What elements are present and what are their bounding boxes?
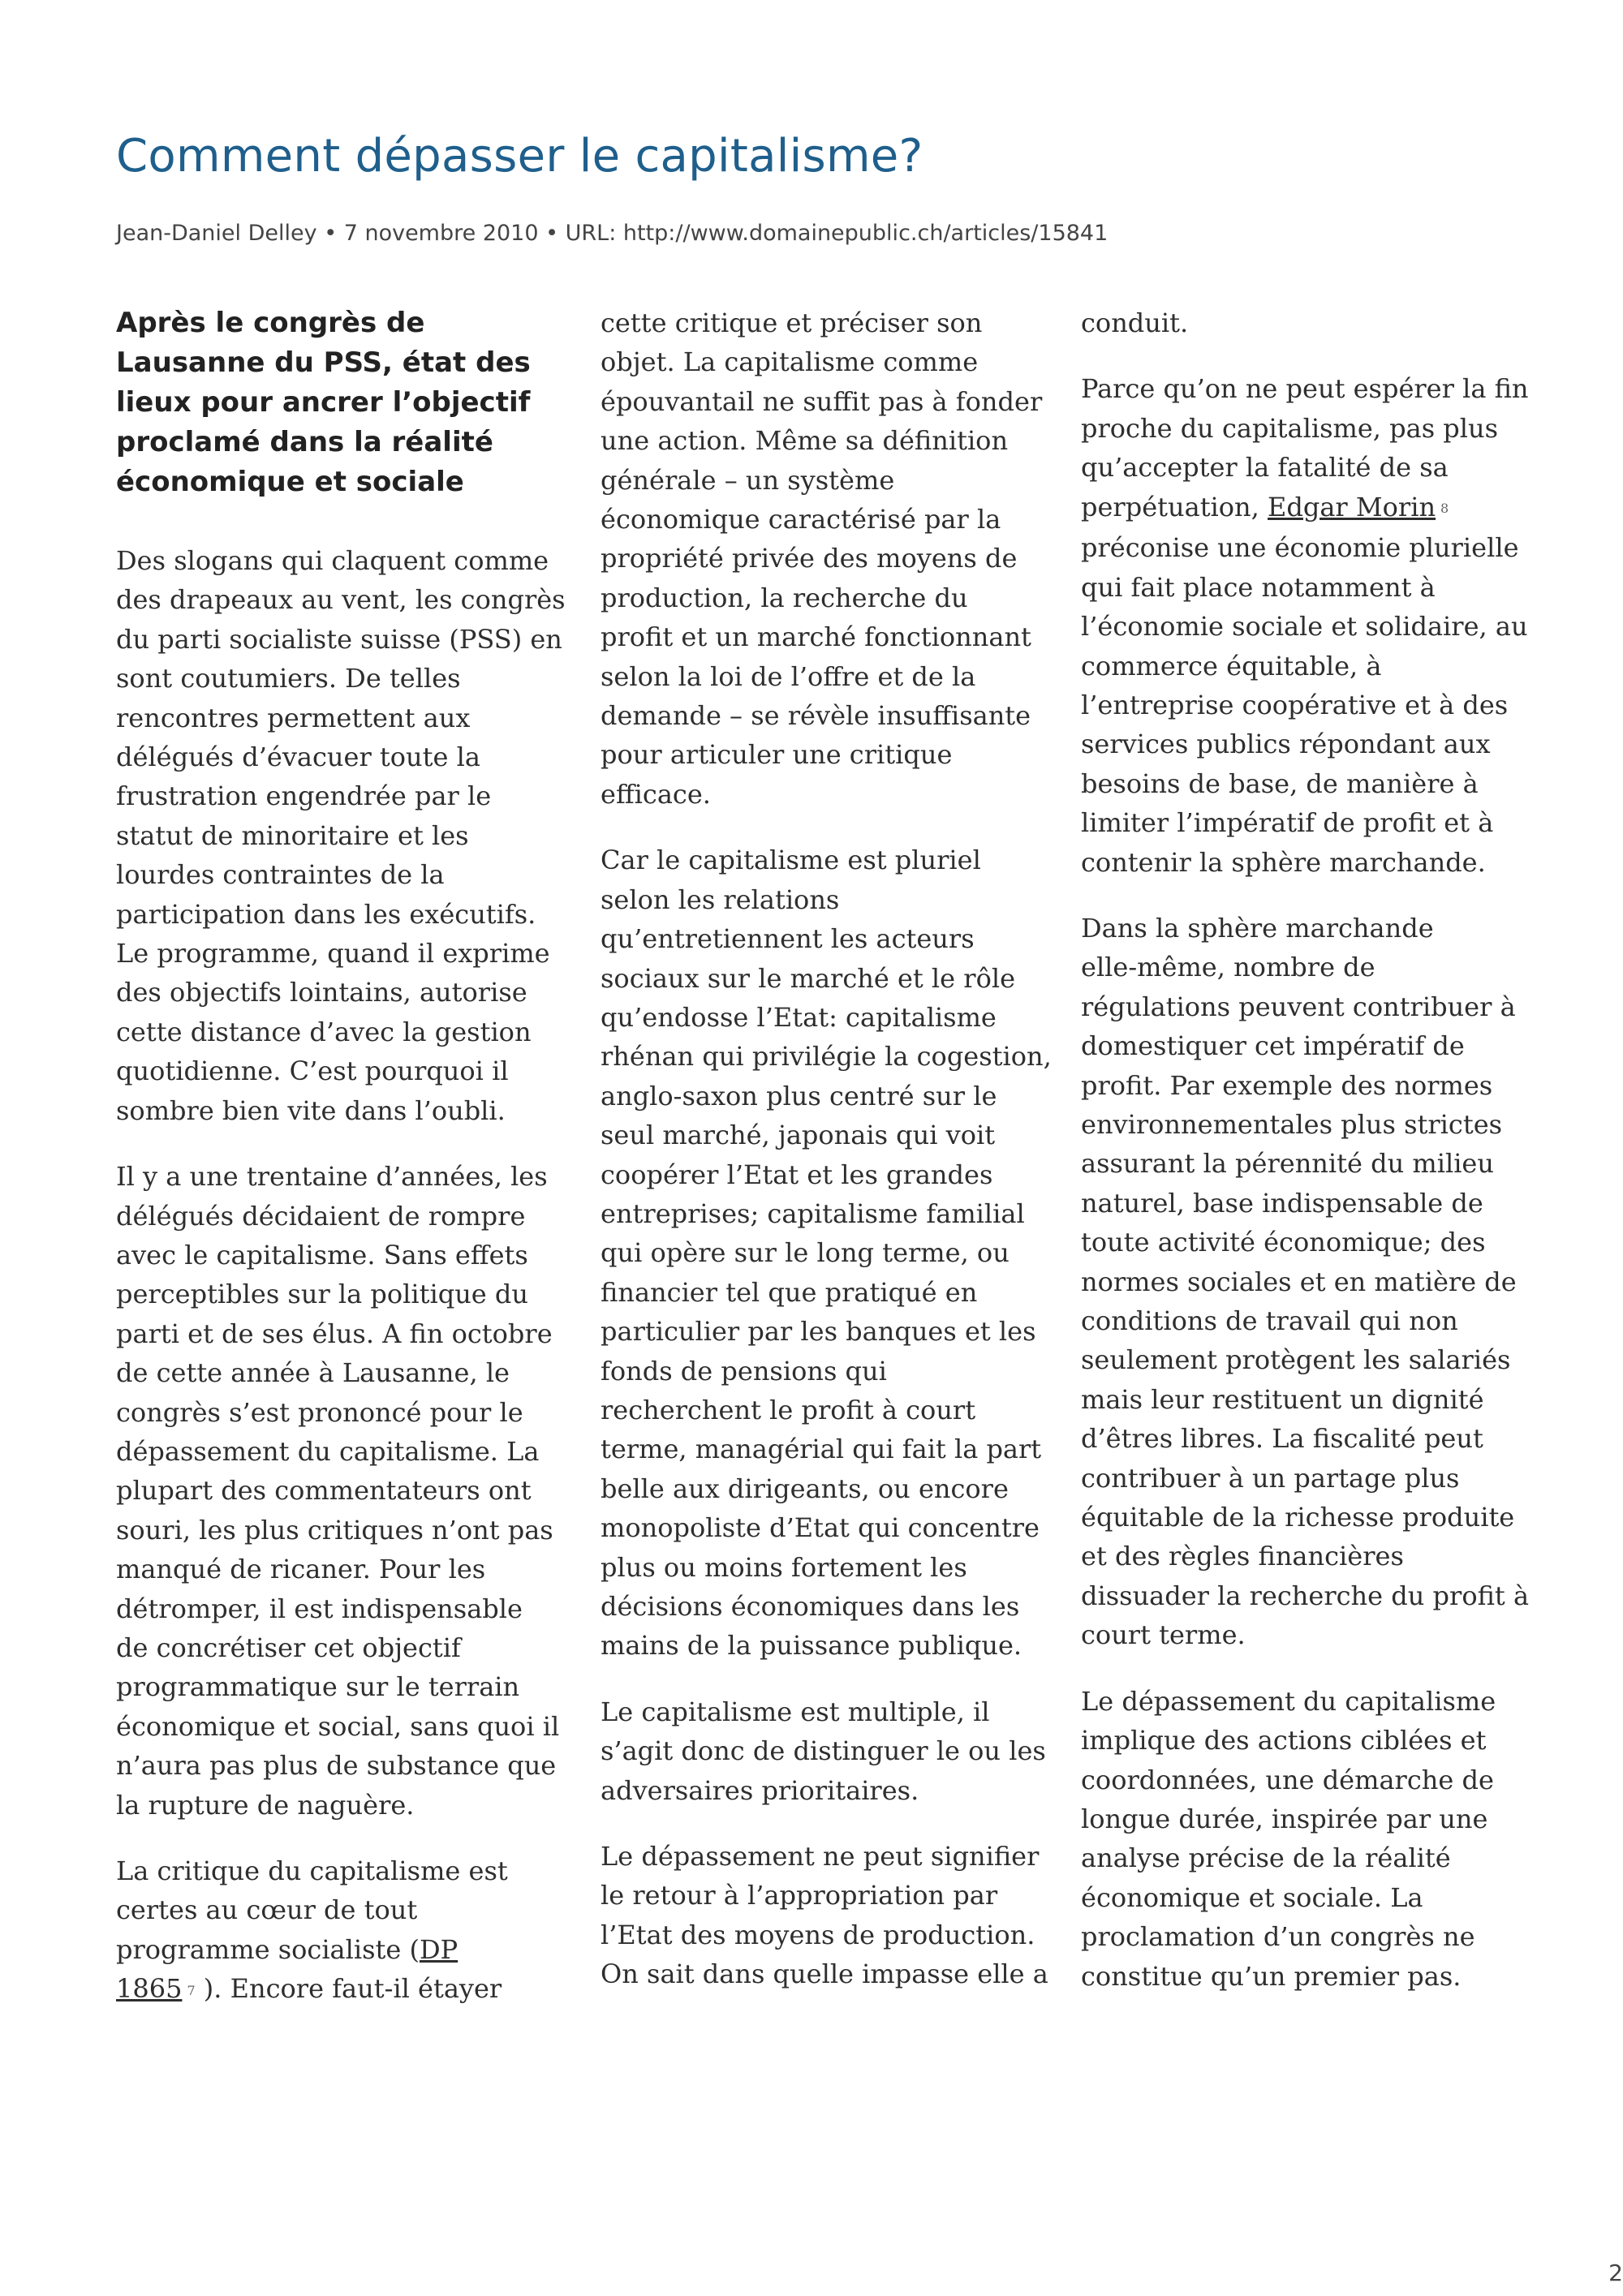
paragraph-line: équitable de la richesse produite [1081,1502,1515,1533]
paragraph-text: perpétuation, [1081,491,1268,522]
paragraph-line: Le programme, quand il exprime [116,938,550,970]
paragraph-line: adversaires prioritaires. [601,1774,919,1806]
paragraph-line: longue durée, inspirée par une [1081,1803,1488,1834]
paragraph-line: demande – se révèle insuffisante [601,700,1031,732]
paragraph-line: pour articuler une critique [601,739,953,771]
paragraph-line: anglo-saxon plus centré sur le [601,1080,997,1111]
paragraph-line [116,1969,570,2010]
paragraph-line [1081,488,1535,529]
paragraph-line: commerce équitable, à [1081,650,1382,681]
paragraph-line: qu’entretiennent les acteurs [601,923,975,955]
paragraph-line: elle-même, nombre de [1081,952,1375,983]
paragraph-line: plus ou moins fortement les [601,1551,967,1583]
paragraph-line: On sait dans quelle impasse elle a [601,1958,1048,1990]
paragraph-line: mais leur restituent un dignité [1081,1383,1484,1415]
paragraph-line: et des règles financières [1081,1541,1404,1572]
paragraph-line: manqué de ricaner. Pour les [116,1554,486,1585]
paragraph-line: qui opère sur le long terme, ou [601,1237,1010,1269]
paragraph-line: lieux pour ancrer l’objectif [116,386,531,419]
paragraph [1081,303,1535,342]
paragraph-line: de cette année à Lausanne, le [116,1357,510,1389]
paragraph-line: constitue qu’un premier pas. [1081,1960,1462,1992]
paragraph-line: sombre bien vite dans l’oubli. [116,1094,506,1126]
paragraph-line: des objectifs lointains, autorise [116,977,527,1008]
paragraph-line: domestiquer cet impératif de [1081,1030,1465,1062]
paragraph-line: détromper, il est indispensable [116,1593,523,1624]
paragraph-line: s’agit donc de distinguer le ou les [601,1735,1046,1767]
article-lead [116,303,570,502]
article-title: Comment dépasser le capitalisme? [116,130,923,183]
paragraph-line: Il y a une trentaine d’années, les [116,1161,548,1193]
paragraph-line: cette distance d’avec la gestion [116,1016,532,1047]
paragraph-line: implique des actions ciblées et [1081,1725,1487,1756]
paragraph-line: monopoliste d’Etat qui concentre [601,1512,1040,1544]
paragraph-line: Le dépassement ne peut signifier [601,1841,1040,1872]
paragraph-line: plupart des commentateurs ont [116,1475,532,1507]
paragraph-line: conditions de travail qui non [1081,1305,1458,1337]
paragraph-line: coopérer l’Etat et les grandes [601,1159,993,1190]
paragraph-line: préconise une économie plurielle [1081,532,1519,564]
dp-link[interactable]: DP [419,1933,458,1965]
paragraph-text: ). Encore faut-il étayer [195,1973,502,2005]
paragraph-line: quotidienne. C’est pourquoi il [116,1056,509,1087]
paragraph-line: souri, les plus critiques n’ont pas [116,1514,553,1546]
paragraph-line: profit et un marché fonctionnant [601,621,1031,653]
paragraph-line: Parce qu’on ne peut espérer la fin [1081,373,1529,405]
paragraph-line: seul marché, japonais qui voit [601,1120,996,1151]
paragraph-line: selon la loi de l’offre et de la [601,660,976,692]
paragraph-line: sociaux sur le marché et le rôle [601,962,1015,994]
paragraph-line: naturel, base indispensable de [1081,1187,1483,1219]
paragraph-line: Dans la sphère marchande [1081,912,1434,944]
paragraph-line: la rupture de naguère. [116,1789,415,1821]
paragraph-line: financier tel que pratiqué en [601,1276,978,1308]
paragraph-line: régulations peuvent contribuer à [1081,991,1516,1022]
paragraph-line: toute activité économique; des [1081,1227,1486,1258]
paragraph-line: du parti socialiste suisse (PSS) en [116,623,562,655]
paragraph-line: Des slogans qui claquent comme [116,545,549,576]
paragraph-line: générale – un système [601,464,895,496]
paragraph-line: profit. Par exemple des normes [1081,1069,1493,1101]
edgar-morin-link[interactable]: Edgar Morin [1268,491,1436,522]
paragraph-line: économique caractérisé par la [601,504,1001,535]
paragraph-line: l’Etat des moyens de production. [601,1919,1035,1950]
paragraph-line: limiter l’impératif de profit et à [1081,807,1494,839]
paragraph-line: coordonnées, une démarche de [1081,1764,1494,1795]
paragraph-line: normes sociales et en matière de [1081,1266,1517,1297]
paragraph-line: dépassement du capitalisme. La [116,1435,540,1467]
paragraph-line: participation dans les exécutifs. [116,898,536,930]
paragraph-line: lourdes contraintes de la [116,859,445,891]
column-2 [601,303,1055,2021]
reference-number: 7 [187,1982,196,1998]
paragraph [601,1692,1055,1810]
paragraph-line: fonds de pensions qui [601,1355,887,1387]
paragraph-line: délégués décidaient de rompre [116,1200,526,1232]
paragraph [116,1851,570,2010]
paragraph-line: contenir la sphère marchande. [1081,846,1486,878]
paragraph [1081,909,1535,1655]
paragraph-line: analyse précise de la réalité [1081,1842,1451,1874]
paragraph-line: environnementales plus strictes [1081,1109,1503,1141]
paragraph-line: l’économie sociale et solidaire, au [1081,611,1528,643]
paragraph [601,303,1055,814]
paragraph-line: services publics répondant aux [1081,729,1491,760]
paragraph-line: production, la recherche du [601,582,968,613]
paragraph-line: recherchent le profit à court [601,1394,976,1425]
paragraph-line: une action. Même sa définition [601,425,1009,457]
paragraph-text: programme socialiste ( [116,1933,420,1965]
paragraph-line: le retour à l’appropriation par [601,1880,998,1911]
paragraph-line: économique et sociale. La [1081,1881,1423,1913]
paragraph-line: proche du capitalisme, pas plus [1081,412,1499,444]
paragraph-line: Car le capitalisme est pluriel [601,845,981,876]
paragraph-line: terme, managérial qui fait la part [601,1434,1042,1465]
paragraph-line: entreprises; capitalisme familial [601,1197,1025,1229]
paragraph-line: épouvantail ne suffit pas à fonder [601,385,1043,417]
paragraph-line: sont coutumiers. De telles [116,663,461,694]
paragraph-line: dissuader la recherche du profit à [1081,1580,1530,1611]
paragraph-line: parti et de ses élus. A fin octobre [116,1318,553,1349]
paragraph-line: seulement protègent les salariés [1081,1344,1511,1376]
paragraph [116,1157,570,1825]
paragraph-line: avec le capitalisme. Sans effets [116,1239,528,1271]
paragraph-line: selon les relations [601,884,840,915]
paragraph-line: rhénan qui privilégie la cogestion, [601,1041,1052,1073]
paragraph-line: n’aura pas plus de substance que [116,1750,557,1782]
paragraph-line: qu’endosse l’Etat: capitalisme [601,1001,997,1033]
column-3 [1081,303,1535,2023]
paragraph-lines [1081,369,1535,487]
paragraph [1081,1682,1535,1996]
paragraph [601,841,1055,1666]
paragraph-lines [1081,528,1535,882]
paragraph-line: court terme. [1081,1619,1246,1651]
dp-1865-link[interactable]: 1865 [116,1973,183,2005]
page-number: 2 [1608,2259,1623,2286]
article-byline: Jean-Daniel Delley • 7 novembre 2010 • URL: http://www.domainepublic.ch/articles/15841 [116,221,1109,246]
paragraph-line: particulier par les banques et les [601,1316,1036,1348]
paragraph-line: propriété privée des moyens de [601,543,1018,574]
paragraph [1081,369,1535,882]
paragraph-line: assurant la pérennité du milieu [1081,1148,1494,1180]
paragraph-line: frustration engendrée par le [116,780,492,812]
paragraph-line: conduit. [1081,307,1189,338]
column-1 [116,303,570,2037]
paragraph-line: Lausanne du PSS, état des [116,346,531,379]
paragraph-line: mains de la puissance publique. [601,1630,1022,1662]
paragraph-line: belle aux dirigeants, ou encore [601,1473,1009,1504]
paragraph-line [116,1930,570,1969]
paragraph-line: efficace. [601,778,711,810]
reference-number: 8 [1440,500,1449,516]
paragraph-line: cette critique et préciser son [601,307,983,338]
paragraph-line: congrès s’est prononcé pour le [116,1396,523,1428]
paragraph-line: certes au cœur de tout [116,1894,418,1926]
paragraph-line: perceptibles sur la politique du [116,1279,528,1310]
paragraph-line: économique et sociale [116,466,464,498]
paragraph-line: qui fait place notamment à [1081,571,1436,603]
paragraph-line: décisions économiques dans les [601,1591,1020,1622]
paragraph-line: La critique du capitalisme est [116,1855,508,1886]
paragraph-line: d’êtres libres. La fiscalité peut [1081,1423,1483,1455]
paragraph-line: qu’accepter la fatalité de sa [1081,452,1449,484]
paragraph-line: besoins de base, de manière à [1081,767,1479,799]
paragraph-line: contribuer à un partage plus [1081,1462,1460,1494]
paragraph-line: programmatique sur le terrain [116,1671,520,1703]
paragraph-line: économique et social, sans quoi il [116,1710,560,1742]
paragraph-line: l’entreprise coopérative et à des [1081,689,1509,720]
paragraph-line: proclamé dans la réalité [116,426,493,458]
paragraph-line: Après le congrès de [116,307,425,339]
paragraph-line: rencontres permettent aux [116,702,471,733]
paragraph-line: proclamation d’un congrès ne [1081,1921,1475,1953]
paragraph-line: des drapeaux au vent, les congrès [116,584,566,616]
paragraph-line: délégués d’évacuer toute la [116,742,480,773]
paragraph-line: de concrétiser cet objectif [116,1632,461,1663]
paragraph [116,541,570,1130]
paragraph-line: Le capitalisme est multiple, il [601,1696,990,1727]
paragraph-line: objet. La capitalisme comme [601,346,979,378]
paragraph [601,1837,1055,1994]
paragraph-line: Le dépassement du capitalisme [1081,1685,1496,1717]
paragraph-line: statut de minoritaire et les [116,819,469,851]
